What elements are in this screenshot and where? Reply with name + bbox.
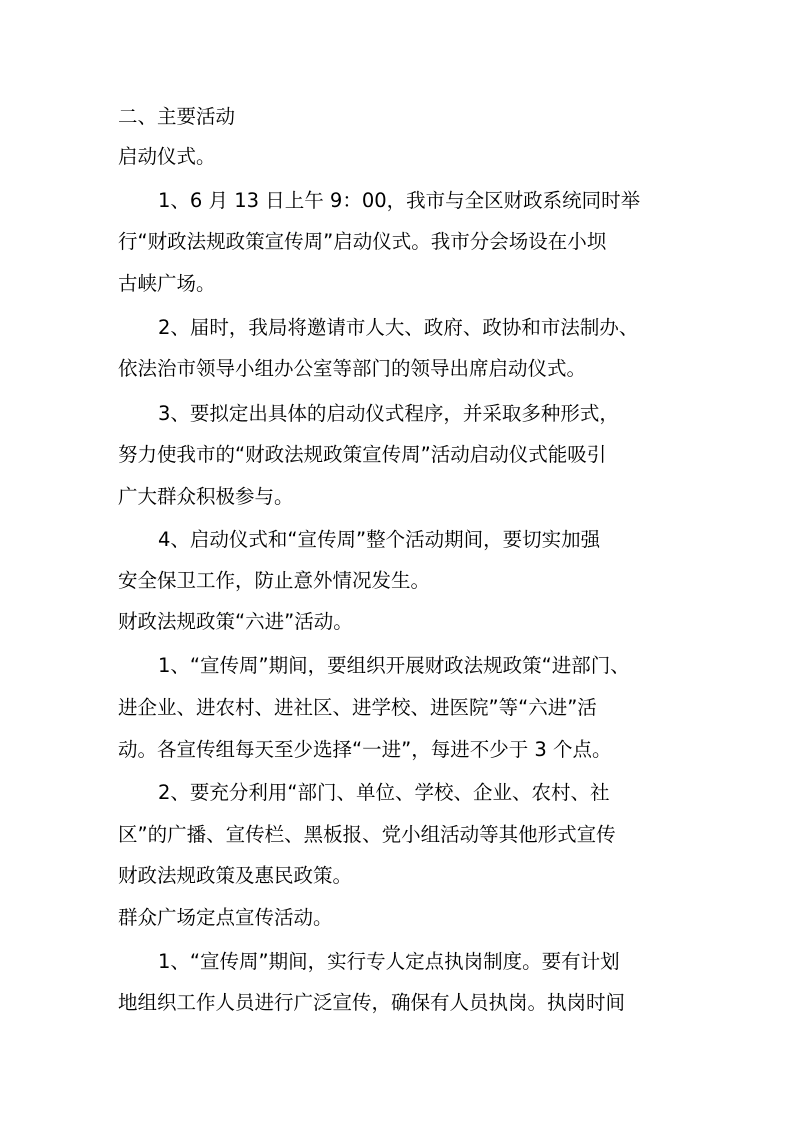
paragraph-line: 行“财政法规政策宣传周”启动仪式。我市分会场设在小坝 <box>118 230 607 253</box>
paragraph-line: 4、启动仪式和“宣传周”整个活动期间，要切实加强 <box>158 528 601 551</box>
subheading-square-publicity: 群众广场定点宣传活动。 <box>118 906 333 929</box>
paragraph-line: 3、要拟定出具体的启动仪式程序，并采取多种形式， <box>158 402 619 425</box>
subheading-six-entries: 财政法规政策“六进”活动。 <box>118 610 353 633</box>
paragraph-line: 广大群众积极参与。 <box>118 485 294 508</box>
paragraph-line: 依法治市领导小组办公室等部门的领导出席启动仪式。 <box>118 357 587 380</box>
section-heading: 二、主要活动 <box>118 105 236 128</box>
paragraph-line: 2、要充分利用“部门、单位、学校、企业、农村、社 <box>158 781 610 804</box>
paragraph-line: 区”的广播、宣传栏、黑板报、党小组活动等其他形式宣传 <box>118 823 616 846</box>
paragraph-line: 安全保卫工作，防止意外情况发生。 <box>118 569 431 592</box>
paragraph-line: 1、“宣传周”期间，实行专人定点执岗制度。要有计划 <box>158 950 620 973</box>
subheading-launch-ceremony: 启动仪式。 <box>118 145 216 168</box>
paragraph-line: 进企业、进农村、进社区、进学校、进医院”等“六进”活 <box>118 696 597 719</box>
paragraph-line: 财政法规政策及惠民政策。 <box>118 864 353 887</box>
paragraph-line: 2、届时，我局将邀请市人大、政府、政协和市法制办、 <box>158 316 639 339</box>
paragraph-line: 古峡广场。 <box>118 272 216 295</box>
paragraph-line: 1、6 月 13 日上午 9：00，我市与全区财政系统同时举 <box>158 189 641 212</box>
paragraph-line: 1、“宣传周”期间，要组织开展财政法规政策“进部门、 <box>158 654 630 677</box>
paragraph-line: 动。各宣传组每天至少选择“一进”，每进不少于 3 个点。 <box>118 738 612 761</box>
paragraph-line: 努力使我市的“财政法规政策宣传周”活动启动仪式能吸引 <box>118 443 607 466</box>
paragraph-line: 地组织工作人员进行广泛宣传，确保有人员执岗。执岗时间 <box>118 991 626 1014</box>
